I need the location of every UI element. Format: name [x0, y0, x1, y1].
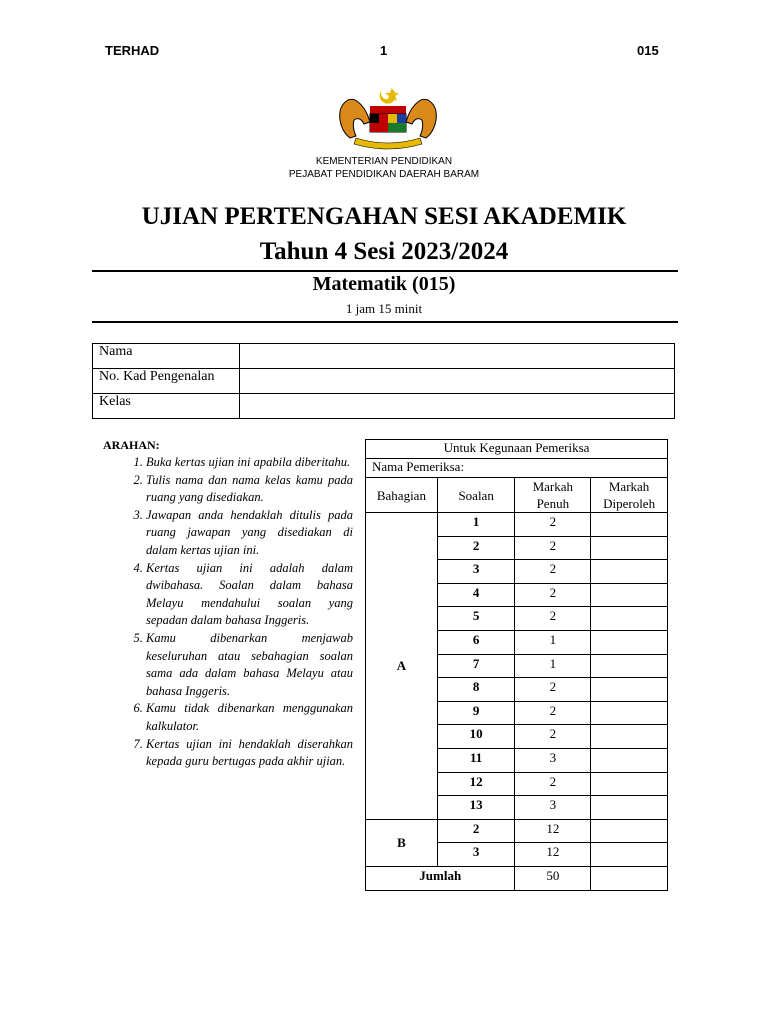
col-marks-obtained: [591, 478, 668, 513]
full-marks: 3: [515, 748, 591, 772]
divider-bottom: [92, 321, 678, 323]
total-row: [366, 866, 668, 890]
col-question: Soalan: [437, 478, 515, 513]
marks-obtained-cell[interactable]: [591, 678, 668, 702]
instruction-item: 5. Kamu dibenarkan menjawab keseluruhan atau sebahagian soalan sama ada dalam bahasa Melayu atau bahasa Inggeris.: [146, 630, 353, 700]
instruction-item: 2. Tulis nama dan nama kelas kamu pada ruang yang disediakan.: [146, 472, 353, 507]
info-row-name: [93, 344, 675, 369]
question-number: 12: [437, 772, 515, 796]
agency-line-2: PEJABAT PENDIDIKAN DAERAH BARAM: [288, 169, 480, 180]
question-number: 9: [437, 701, 515, 725]
question-number: 3: [437, 843, 515, 867]
question-number: 2: [437, 819, 515, 843]
marks-obtained-cell[interactable]: [591, 701, 668, 725]
examiner-name-label: Nama Pemeriksa:: [366, 459, 668, 478]
question-number: 1: [437, 513, 515, 537]
coat-of-arms-icon: [326, 86, 450, 150]
table-row: [366, 819, 668, 843]
full-marks: 2: [515, 725, 591, 749]
marks-obtained-cell[interactable]: [591, 772, 668, 796]
exam-title: UJIAN PERTENGAHAN SESI AKADEMIK: [141, 203, 627, 230]
marks-obtained-cell[interactable]: [591, 536, 668, 560]
col-full-line1: Markah: [532, 479, 574, 494]
col-got-line1: Markah: [608, 479, 650, 494]
section-b-label: B: [366, 819, 438, 866]
instructions-list: [103, 454, 353, 771]
student-info-table: [92, 343, 675, 419]
total-label: Jumlah: [366, 866, 515, 890]
question-number: 3: [437, 560, 515, 584]
full-marks: 2: [515, 701, 591, 725]
full-marks: 2: [515, 583, 591, 607]
table-row: [366, 513, 668, 537]
full-marks: 2: [515, 772, 591, 796]
col-full-marks: [515, 478, 591, 513]
info-label-ic: No. Kad Pengenalan: [93, 369, 240, 394]
instruction-item: 6. Kamu tidak dibenarkan menggunakan kalkulator.: [146, 700, 353, 735]
question-number: 4: [437, 583, 515, 607]
full-marks: 12: [515, 819, 591, 843]
examiner-header-row: [366, 478, 668, 513]
instruction-item: 3. Jawapan anda hendaklah ditulis pada ruang jawapan yang disediakan di dalam kertas ujian ini.: [146, 507, 353, 560]
marks-obtained-cell[interactable]: [591, 725, 668, 749]
col-got-line2: Diperoleh: [603, 496, 656, 511]
full-marks: 1: [515, 630, 591, 654]
question-number: 2: [437, 536, 515, 560]
marks-obtained-cell[interactable]: [591, 796, 668, 820]
info-row-ic: [93, 369, 675, 394]
examiner-title: Untuk Kegunaan Pemeriksa: [366, 440, 668, 459]
question-number: 10: [437, 725, 515, 749]
divider-top: [92, 270, 678, 272]
col-section: Bahagian: [366, 478, 438, 513]
instruction-item: 1. Buka kertas ujian ini apabila diberitahu.: [146, 454, 353, 472]
section-a-label: A: [366, 513, 438, 820]
marks-obtained-cell[interactable]: [591, 630, 668, 654]
col-full-line2: Penuh: [536, 496, 570, 511]
instruction-item: 7. Kertas ujian ini hendaklah diserahkan kepada guru bertugas pada akhir ujian.: [146, 736, 353, 771]
marks-obtained-cell[interactable]: [591, 748, 668, 772]
marks-obtained-cell[interactable]: [591, 513, 668, 537]
info-label-name: Nama: [93, 344, 240, 369]
full-marks: 2: [515, 536, 591, 560]
total-value: 50: [515, 866, 591, 890]
instructions-title: ARAHAN:: [103, 438, 160, 452]
question-number: 5: [437, 607, 515, 631]
examiner-table: [365, 439, 668, 891]
page-number: 1: [380, 43, 388, 58]
class-field[interactable]: [240, 394, 675, 419]
subject-title: Matematik (015): [312, 273, 456, 295]
ic-number-field[interactable]: [240, 369, 675, 394]
marks-obtained-cell[interactable]: [591, 819, 668, 843]
instruction-item: 4. Kertas ujian ini adalah dalam dwibahasa. Soalan dalam bahasa Melayu mendahului soalan yang sepadan dalam bahasa Inggeris.: [146, 560, 353, 630]
info-row-class: [93, 394, 675, 419]
examiner-title-row: [366, 440, 668, 459]
agency-line-1: KEMENTERIAN PENDIDIKAN: [315, 156, 453, 167]
full-marks: 2: [515, 560, 591, 584]
marks-obtained-cell[interactable]: [591, 843, 668, 867]
header-left: TERHAD: [105, 43, 160, 58]
header-right: 015: [637, 43, 659, 58]
examiner-name-row: [366, 459, 668, 478]
full-marks: 1: [515, 654, 591, 678]
marks-obtained-cell[interactable]: [591, 560, 668, 584]
info-label-class: Kelas: [93, 394, 240, 419]
full-marks: 12: [515, 843, 591, 867]
full-marks: 2: [515, 513, 591, 537]
question-number: 11: [437, 748, 515, 772]
marks-obtained-cell[interactable]: [591, 583, 668, 607]
marks-obtained-cell[interactable]: [591, 607, 668, 631]
exam-year: Tahun 4 Sesi 2023/2024: [259, 238, 509, 265]
question-number: 7: [437, 654, 515, 678]
marks-obtained-cell[interactable]: [591, 654, 668, 678]
full-marks: 2: [515, 678, 591, 702]
instructions: [103, 438, 353, 771]
duration: 1 jam 15 minit: [345, 301, 423, 316]
full-marks: 2: [515, 607, 591, 631]
total-obtained-cell[interactable]: [591, 866, 668, 890]
name-field[interactable]: [240, 344, 675, 369]
question-number: 13: [437, 796, 515, 820]
question-number: 8: [437, 678, 515, 702]
question-number: 6: [437, 630, 515, 654]
full-marks: 3: [515, 796, 591, 820]
